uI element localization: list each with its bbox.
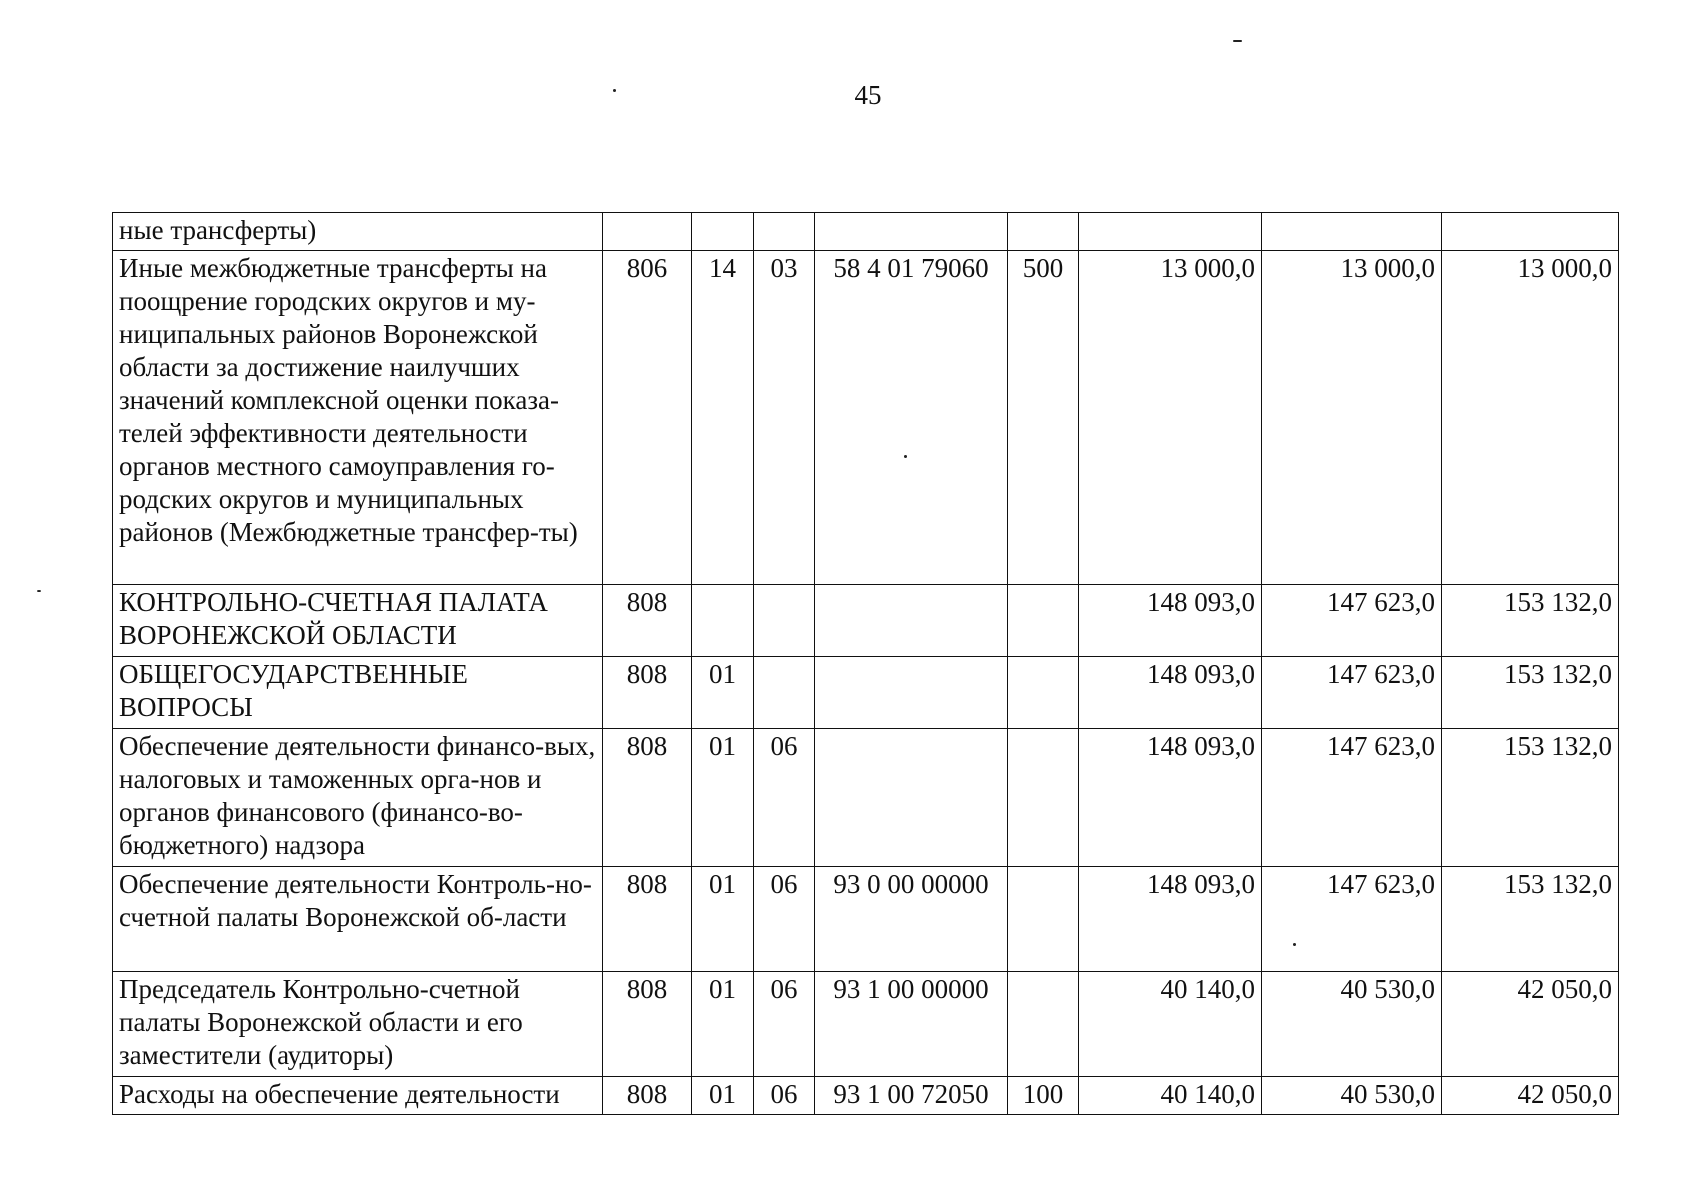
row-name-cell: ОБЩЕГОСУДАРСТВЕННЫЕ ВОПРОСЫ xyxy=(113,657,603,729)
amount-year1-cell: 13 000,0 xyxy=(1079,251,1262,585)
amount-year1-cell: 148 093,0 xyxy=(1079,729,1262,867)
row-name-cell: Обеспечение деятельности Контроль-но-счетной палаты Воронежской об-ласти xyxy=(113,867,603,972)
amount-year2-cell: 40 530,0 xyxy=(1262,1077,1442,1115)
section-code-cell xyxy=(692,213,754,251)
subsection-code-cell: 06 xyxy=(754,1077,815,1115)
expense-type-cell xyxy=(1008,657,1079,729)
amount-year2-cell: 147 623,0 xyxy=(1262,729,1442,867)
section-code-cell: 01 xyxy=(692,867,754,972)
row-name-cell: КОНТРОЛЬНО-СЧЕТНАЯ ПАЛАТА ВОРОНЕЖСКОЙ ОБЛАСТИ xyxy=(113,585,603,657)
amount-year2-cell: 147 623,0 xyxy=(1262,867,1442,972)
table-row xyxy=(113,585,1619,657)
amount-year3-cell xyxy=(1442,213,1619,251)
expense-type-cell: 500 xyxy=(1008,251,1079,585)
target-code-cell xyxy=(815,585,1008,657)
section-code-cell xyxy=(692,585,754,657)
expense-type-cell xyxy=(1008,729,1079,867)
admin-code-cell: 806 xyxy=(603,251,692,585)
subsection-code-cell: 06 xyxy=(754,867,815,972)
expense-type-cell xyxy=(1008,867,1079,972)
target-code-cell xyxy=(815,213,1008,251)
table-row xyxy=(113,1077,1619,1115)
page-number: 45 xyxy=(854,80,882,110)
expense-type-cell xyxy=(1008,972,1079,1077)
amount-year3-cell: 153 132,0 xyxy=(1442,657,1619,729)
subsection-code-cell xyxy=(754,213,815,251)
amount-year2-cell: 40 530,0 xyxy=(1262,972,1442,1077)
expense-type-cell xyxy=(1008,213,1079,251)
target-code-cell xyxy=(815,657,1008,729)
scan-speck xyxy=(1233,40,1242,42)
table-row xyxy=(113,972,1619,1077)
subsection-code-cell xyxy=(754,657,815,729)
table-row xyxy=(113,251,1619,585)
target-code-cell: 93 1 00 00000 xyxy=(815,972,1008,1077)
section-code-cell: 01 xyxy=(692,657,754,729)
table-row xyxy=(113,213,1619,251)
row-name-cell: Расходы на обеспечение деятельности xyxy=(113,1077,603,1115)
amount-year1-cell: 40 140,0 xyxy=(1079,972,1262,1077)
scan-speck xyxy=(613,89,616,92)
row-name-cell: Обеспечение деятельности финансо-вых, налоговых и таможенных орга-нов и органов финансового (финансо-во-бюджетного) надзора xyxy=(113,729,603,867)
amount-year2-cell xyxy=(1262,213,1442,251)
amount-year3-cell: 42 050,0 xyxy=(1442,972,1619,1077)
amount-year1-cell: 148 093,0 xyxy=(1079,657,1262,729)
subsection-code-cell: 03 xyxy=(754,251,815,585)
admin-code-cell: 808 xyxy=(603,867,692,972)
table-row xyxy=(113,729,1619,867)
amount-year2-cell: 147 623,0 xyxy=(1262,585,1442,657)
admin-code-cell: 808 xyxy=(603,1077,692,1115)
amount-year2-cell: 13 000,0 xyxy=(1262,251,1442,585)
expense-type-cell: 100 xyxy=(1008,1077,1079,1115)
budget-table xyxy=(112,212,1619,1115)
amount-year3-cell: 153 132,0 xyxy=(1442,867,1619,972)
admin-code-cell: 808 xyxy=(603,585,692,657)
budget-table-body xyxy=(113,213,1619,1115)
table-row xyxy=(113,867,1619,972)
row-name-cell: Иные межбюджетные трансферты на поощрение городских округов и му-ниципальных районов Воронежской области за достижение наилучших значений комплексной оценки показа-телей эффективности деятельности органов местного самоуправления го-родских округов и муниципальных районов (Межбюджетные трансфер-ты) xyxy=(113,251,603,585)
target-code-cell: 58 4 01 79060 xyxy=(815,251,1008,585)
section-code-cell: 14 xyxy=(692,251,754,585)
admin-code-cell: 808 xyxy=(603,657,692,729)
amount-year2-cell: 147 623,0 xyxy=(1262,657,1442,729)
admin-code-cell: 808 xyxy=(603,729,692,867)
section-code-cell: 01 xyxy=(692,1077,754,1115)
target-code-cell xyxy=(815,729,1008,867)
section-code-cell: 01 xyxy=(692,729,754,867)
subsection-code-cell: 06 xyxy=(754,729,815,867)
subsection-code-cell xyxy=(754,585,815,657)
scan-speck xyxy=(37,590,41,592)
admin-code-cell xyxy=(603,213,692,251)
amount-year3-cell: 153 132,0 xyxy=(1442,729,1619,867)
amount-year1-cell xyxy=(1079,213,1262,251)
amount-year3-cell: 42 050,0 xyxy=(1442,1077,1619,1115)
amount-year3-cell: 13 000,0 xyxy=(1442,251,1619,585)
table-row xyxy=(113,657,1619,729)
admin-code-cell: 808 xyxy=(603,972,692,1077)
amount-year3-cell: 153 132,0 xyxy=(1442,585,1619,657)
amount-year1-cell: 148 093,0 xyxy=(1079,585,1262,657)
row-name-cell: Председатель Контрольно-счетной палаты Воронежской области и его заместители (аудиторы) xyxy=(113,972,603,1077)
expense-type-cell xyxy=(1008,585,1079,657)
amount-year1-cell: 40 140,0 xyxy=(1079,1077,1262,1115)
section-code-cell: 01 xyxy=(692,972,754,1077)
amount-year1-cell: 148 093,0 xyxy=(1079,867,1262,972)
row-name-cell: ные трансферты) xyxy=(113,213,603,251)
target-code-cell: 93 0 00 00000 xyxy=(815,867,1008,972)
target-code-cell: 93 1 00 72050 xyxy=(815,1077,1008,1115)
subsection-code-cell: 06 xyxy=(754,972,815,1077)
